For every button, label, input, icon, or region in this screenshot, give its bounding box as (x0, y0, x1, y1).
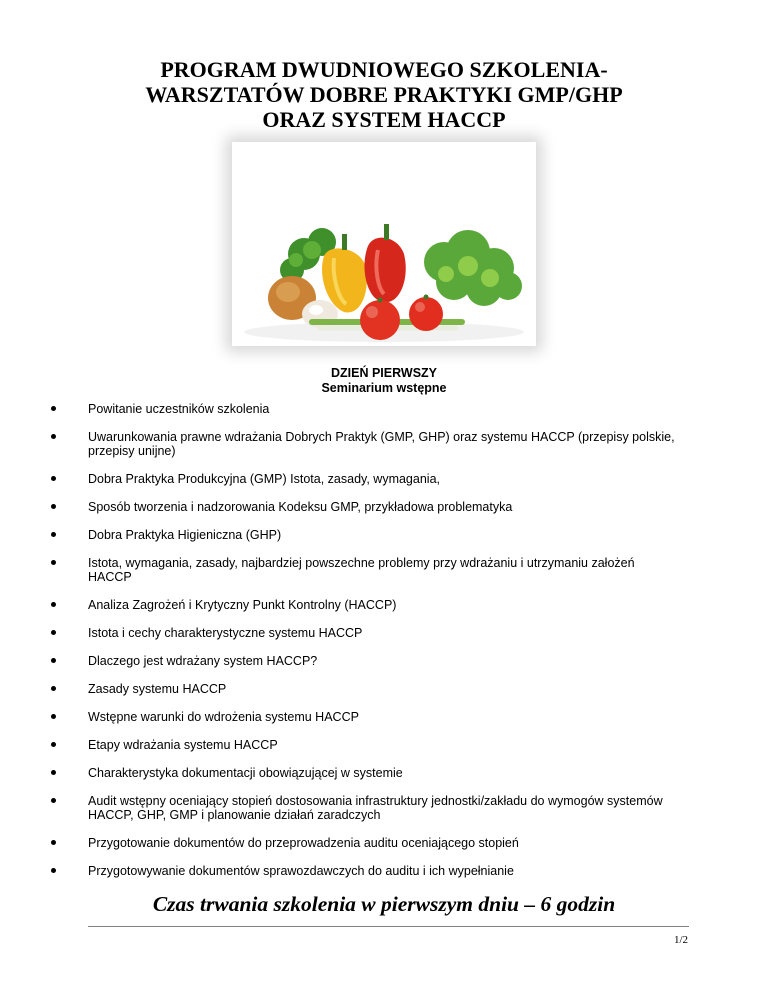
agenda-item-text: Uwarunkowania prawne wdrażania Dobrych Praktyk (GMP, GHP) oraz systemu HACCP (przepisy polskie, (88, 430, 675, 444)
agenda-item (88, 738, 688, 752)
bullet-icon (51, 868, 56, 873)
agenda-item-text: przepisy unijne) (88, 444, 176, 458)
agenda-item-text: Powitanie uczestników szkolenia (88, 402, 270, 416)
agenda-item-text: HACCP (88, 570, 132, 584)
vegetables-illustration (232, 142, 536, 346)
agenda-item (88, 794, 688, 822)
title-line: PROGRAM DWUDNIOWEGO SZKOLENIA- (160, 57, 608, 82)
agenda-item-text: Dobra Praktyka Produkcyjna (GMP) Istota, zasady, wymagania, (88, 472, 440, 486)
agenda-item (88, 682, 688, 696)
bullet-icon (51, 504, 56, 509)
agenda-item-text: Istota, wymagania, zasady, najbardziej powszechne problemy przy wdrażaniu i utrzymaniu założeń (88, 556, 635, 570)
agenda-item-text: HACCP, GHP, GMP i planowanie działań zaradczych (88, 808, 381, 822)
agenda-item (88, 864, 688, 878)
agenda-item (88, 626, 688, 640)
bullet-icon (51, 602, 56, 607)
bullet-icon (51, 630, 56, 635)
bullet-icon (51, 560, 56, 565)
agenda-item (88, 710, 688, 724)
bullet-icon (51, 686, 56, 691)
agenda-item-text: Audit wstępny oceniający stopień dostosowania infrastruktury jednostki/zakładu do wymogów systemów (88, 794, 663, 808)
agenda-item-text: Etapy wdrażania systemu HACCP (88, 738, 278, 752)
agenda-item-text: Sposób tworzenia i nadzorowania Kodeksu GMP, przykładowa problematyka (88, 500, 513, 514)
bullet-icon (51, 406, 56, 411)
document-title (60, 57, 708, 132)
page-number: 1/2 (673, 934, 688, 946)
agenda-item-text: Charakterystyka dokumentacji obowiązującej w systemie (88, 766, 403, 780)
agenda-item-text: Przygotowywanie dokumentów sprawozdawczych do auditu i ich wypełnianie (88, 864, 514, 878)
day-title: DZIEŃ PIERWSZY (330, 366, 438, 380)
bullet-icon (51, 840, 56, 845)
agenda-item (88, 402, 688, 416)
bullet-icon (51, 476, 56, 481)
agenda-item (88, 500, 688, 514)
title-line: WARSZTATÓW DOBRE PRAKTYKI GMP/GHP (145, 82, 623, 107)
agenda-item (88, 836, 688, 850)
bullet-icon (51, 714, 56, 719)
duration-note: Czas trwania szkolenia w pierwszym dniu – 6 godzin (152, 892, 616, 916)
agenda-item (88, 766, 688, 780)
agenda-item-text: Dlaczego jest wdrażany system HACCP? (88, 654, 318, 668)
agenda-item (88, 598, 688, 612)
bullet-icon (51, 742, 56, 747)
agenda-item (88, 528, 688, 542)
agenda-item (88, 654, 688, 668)
vegetables-photo (232, 142, 536, 346)
footer-divider (88, 926, 689, 927)
agenda-item-text: Istota i cechy charakterystyczne systemu HACCP (88, 626, 363, 640)
bullet-icon (51, 434, 56, 439)
bullet-icon (51, 532, 56, 537)
bullet-icon (51, 798, 56, 803)
agenda-item (88, 430, 688, 458)
day-subtitle: Seminarium wstępne (321, 381, 447, 395)
agenda-item-text: Zasady systemu HACCP (88, 682, 227, 696)
day-heading (0, 366, 768, 396)
title-line: ORAZ SYSTEM HACCP (262, 107, 506, 132)
agenda-item-text: Analiza Zagrożeń i Krytyczny Punkt Kontrolny (HACCP) (88, 598, 397, 612)
agenda-item (88, 472, 688, 486)
agenda-item-text: Przygotowanie dokumentów do przeprowadzenia auditu oceniającego stopień (88, 836, 519, 850)
agenda-item (88, 556, 688, 584)
agenda-item-text: Wstępne warunki do wdrożenia systemu HACCP (88, 710, 359, 724)
agenda-item-text: Dobra Praktyka Higieniczna (GHP) (88, 528, 282, 542)
bullet-icon (51, 770, 56, 775)
bullet-icon (51, 658, 56, 663)
